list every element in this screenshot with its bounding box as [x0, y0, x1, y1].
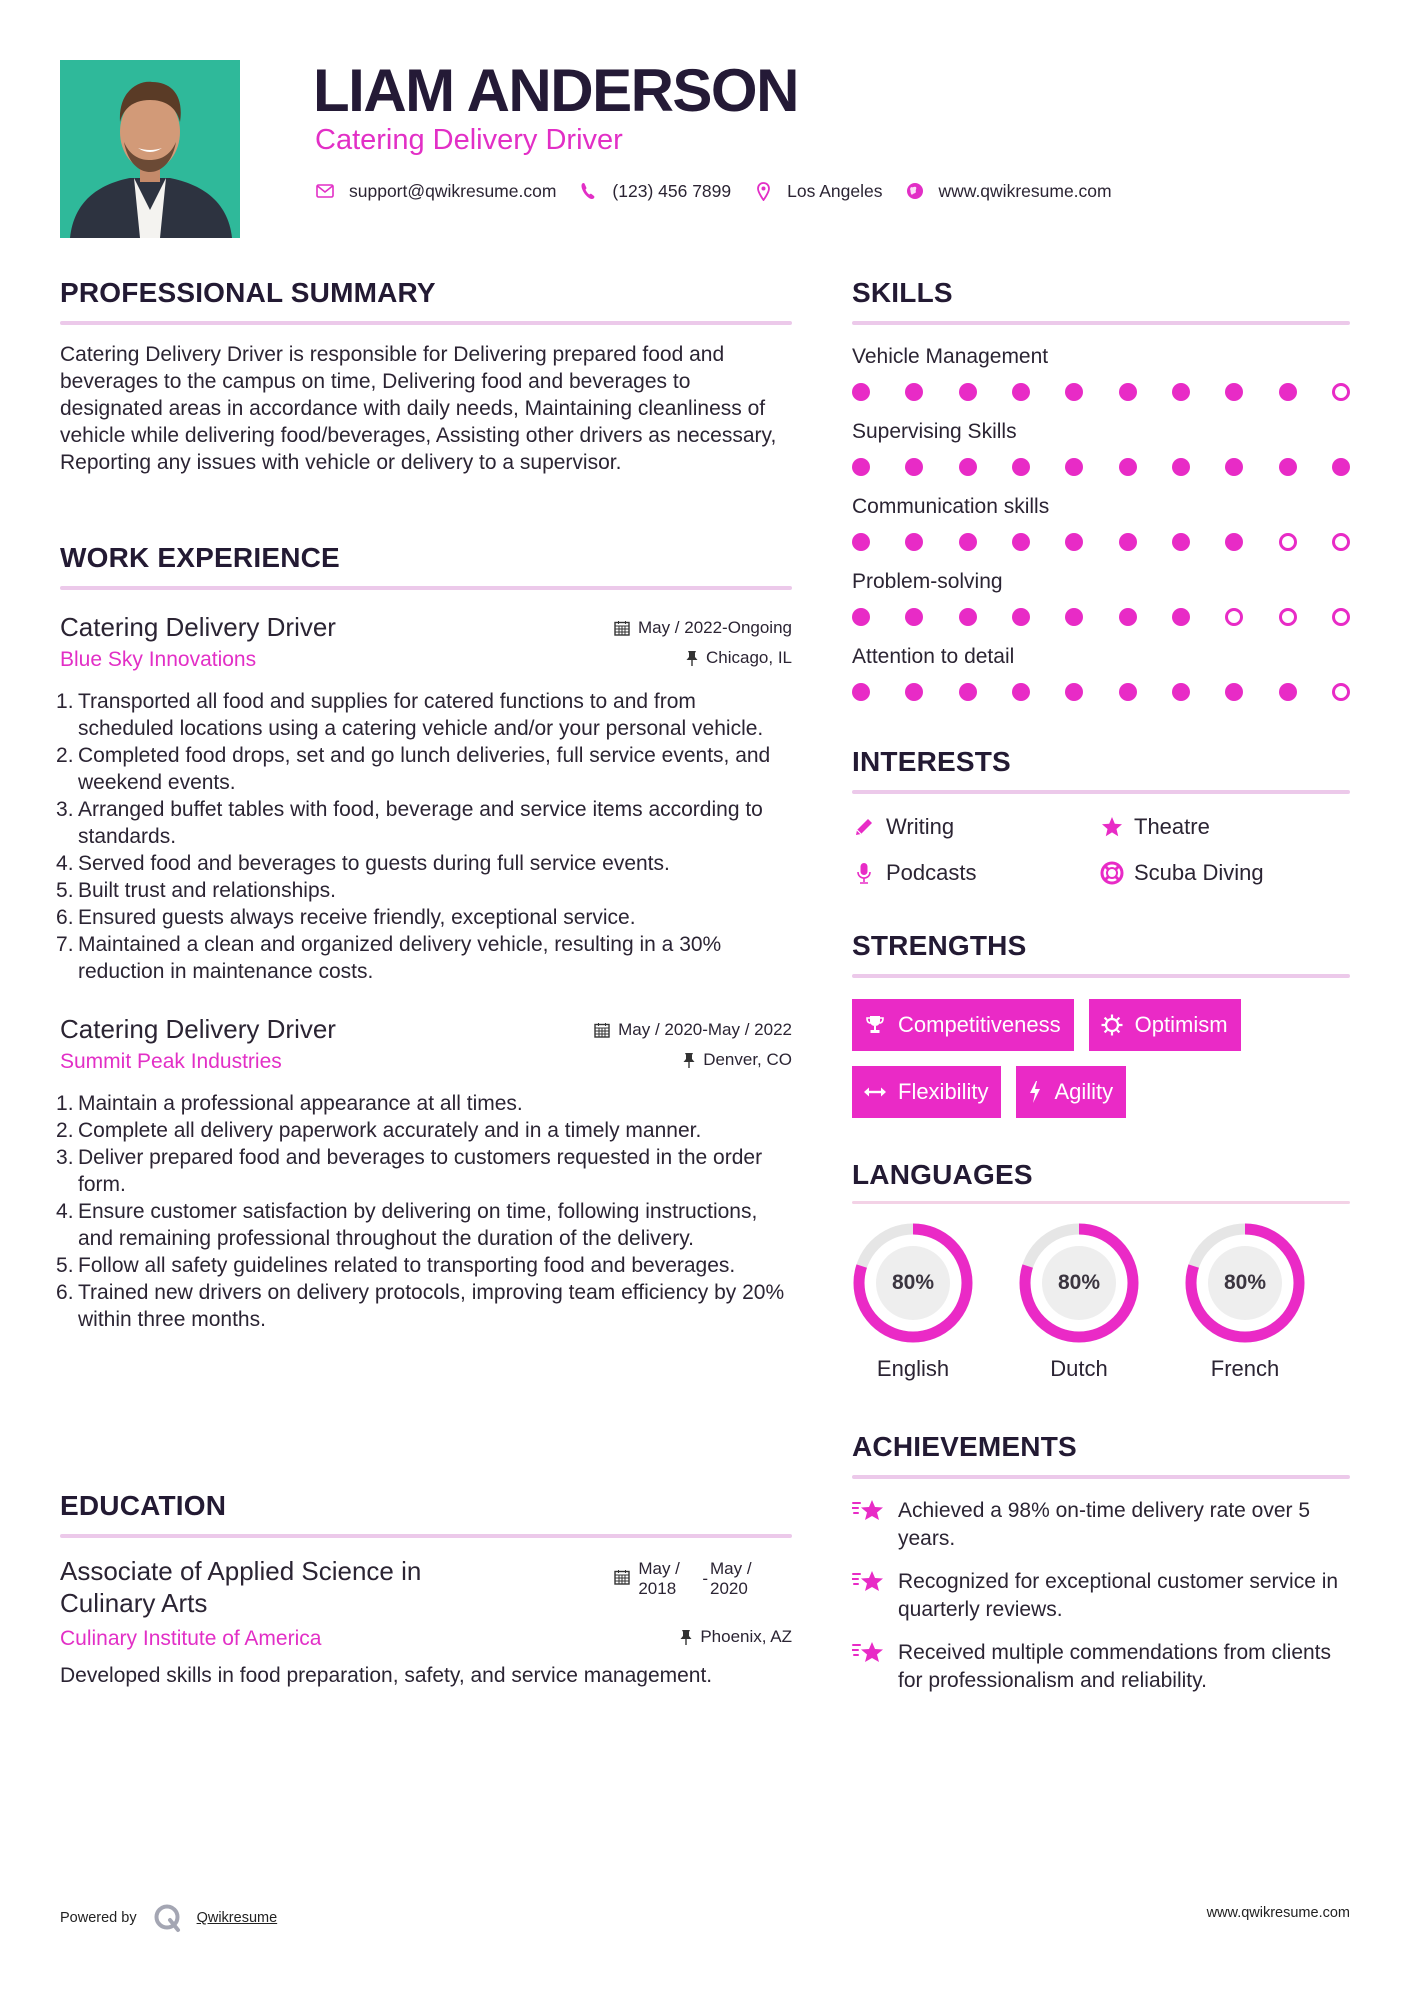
strength-tag	[852, 999, 1074, 1051]
language-item	[1018, 1222, 1184, 1382]
arrows-horizontal-icon	[864, 1081, 886, 1103]
strength-label: Flexibility	[898, 1079, 989, 1104]
job-role: Catering Delivery Driver	[60, 1014, 336, 1044]
contact-location	[753, 181, 882, 202]
shooting-star-icon	[852, 1639, 886, 1669]
language-item	[852, 1222, 1018, 1382]
rating-dot-filled	[1172, 458, 1190, 476]
skills-section	[852, 276, 1350, 718]
rating-dot-empty	[1332, 608, 1350, 626]
bullet-item: Served food and beverages to guests during full service events.	[78, 852, 670, 875]
job-dates-text: May / 2022-Ongoing	[637, 618, 792, 637]
achievement-text: Achieved a 98% on-time delivery rate over 5 years.	[898, 1499, 1311, 1550]
star-icon	[1100, 815, 1124, 839]
rating-dot-filled	[1119, 533, 1137, 551]
skill-label: Attention to detail	[852, 645, 1015, 668]
person-portrait-icon	[60, 60, 240, 238]
interest-label: Podcasts	[886, 860, 977, 885]
skill-item	[852, 343, 1350, 418]
achievement-item	[852, 1568, 1350, 1624]
rating-dot-filled	[1012, 383, 1030, 401]
interest-label: Writing	[886, 814, 955, 839]
bullet-item: Built trust and relationships.	[78, 879, 336, 902]
education-description: Developed skills in food preparation, safety, and service management.	[60, 1664, 713, 1687]
job-dates-text: May / 2020-May / 2022	[618, 1020, 792, 1039]
calendar-icon	[614, 1569, 630, 1585]
language-label: Dutch	[1050, 1356, 1108, 1381]
interest-label: Scuba Diving	[1134, 860, 1264, 885]
rating-dot-filled	[1279, 383, 1297, 401]
education-entry	[60, 1555, 792, 1619]
contact-email-text: support@qwikresume.com	[349, 180, 557, 201]
languages-section	[852, 1158, 1350, 1382]
rating-dot-filled	[959, 383, 977, 401]
section-divider	[60, 586, 792, 590]
rating-dot-filled	[852, 533, 870, 551]
bullet-item: Arranged buffet tables with food, beverage and service items according to standards.	[78, 798, 763, 848]
section-heading-experience: WORK EXPERIENCE	[60, 542, 340, 573]
interest-label: Theatre	[1134, 814, 1210, 839]
skill-item	[852, 493, 1350, 568]
skill-rating	[852, 452, 1350, 493]
rating-dot-empty	[1332, 683, 1350, 701]
rating-dot-filled	[852, 608, 870, 626]
education-start: May / 2018	[638, 1559, 680, 1598]
job-bullets	[60, 688, 792, 985]
bullet-item: Completed food drops, set and go lunch deliveries, full service events, and weekend events.	[78, 744, 771, 794]
language-label: English	[876, 1356, 950, 1381]
strength-tag	[852, 1066, 1001, 1118]
section-divider	[852, 1475, 1350, 1479]
company-name: Summit Peak Industries	[60, 1050, 282, 1073]
rating-dot-filled	[1119, 458, 1137, 476]
job-role: Catering Delivery Driver	[60, 612, 336, 642]
education-location-text: Phoenix, AZ	[700, 1627, 792, 1646]
calendar-icon	[614, 620, 630, 636]
education-dates	[614, 1559, 760, 1619]
contact-website[interactable]	[905, 181, 1112, 202]
pushpin-icon	[686, 650, 698, 666]
contact-website-text: www.qwikresume.com	[938, 180, 1112, 201]
rating-dot-filled	[1225, 533, 1243, 551]
bullet-item: Complete all delivery paperwork accurately and in a timely manner.	[78, 1119, 702, 1142]
rating-dot-filled	[959, 533, 977, 551]
rating-dot-filled	[905, 608, 923, 626]
language-percent: 80%	[1223, 1271, 1267, 1294]
candidate-name: LIAM ANDERSON	[313, 57, 798, 124]
rating-dot-filled	[852, 458, 870, 476]
date-separator: -	[702, 1569, 708, 1588]
microphone-icon	[852, 861, 876, 885]
pushpin-icon	[680, 1629, 692, 1645]
achievements-list	[852, 1497, 1350, 1695]
bullet-item: Maintained a clean and organized delivery vehicle, resulting in a 30% reduction in maintenance costs.	[78, 933, 722, 983]
rating-dot-empty	[1279, 608, 1297, 626]
strength-tag	[1089, 999, 1241, 1051]
rating-dot-filled	[1012, 608, 1030, 626]
strength-label: Optimism	[1134, 1012, 1228, 1037]
section-heading-summary: PROFESSIONAL SUMMARY	[60, 277, 436, 308]
section-heading-skills: SKILLS	[852, 277, 953, 308]
section-divider	[852, 321, 1350, 325]
skill-label: Vehicle Management	[852, 345, 1049, 368]
bullet-item: Transported all food and supplies for catered functions to and from scheduled locations using a catering vehicle and/or your personal vehicle.	[78, 690, 764, 740]
rating-dot-filled	[1065, 533, 1083, 551]
rating-dot-empty	[1332, 383, 1350, 401]
skill-label: Communication skills	[852, 495, 1050, 518]
globe-icon	[905, 181, 925, 201]
shooting-star-icon	[852, 1568, 886, 1598]
education-end: May / 2020	[710, 1559, 752, 1598]
bullet-item: Ensured guests always receive friendly, exceptional service.	[78, 906, 636, 929]
life-ring-icon	[1100, 861, 1124, 885]
section-heading-strengths: STRENGTHS	[852, 930, 1027, 961]
summary-section	[60, 276, 792, 476]
achievement-item	[852, 1497, 1350, 1553]
rating-dot-filled	[959, 458, 977, 476]
section-divider	[60, 321, 792, 325]
job-bullets	[60, 1090, 792, 1333]
language-progress-ring	[1184, 1222, 1306, 1344]
rating-dot-filled	[1279, 458, 1297, 476]
footer-powered-by	[60, 1903, 277, 1933]
rating-dot-filled	[1225, 458, 1243, 476]
section-divider	[852, 790, 1350, 794]
rating-dot-filled	[1119, 608, 1137, 626]
footer-url[interactable]: www.qwikresume.com	[1206, 1905, 1350, 1921]
language-percent: 80%	[1057, 1271, 1101, 1294]
rating-dot-filled	[1012, 533, 1030, 551]
achievement-item	[852, 1639, 1350, 1695]
job-dates	[594, 1020, 792, 1040]
rating-dot-filled	[1279, 683, 1297, 701]
pushpin-icon	[683, 1052, 695, 1068]
skill-item	[852, 568, 1350, 643]
rating-dot-filled	[1119, 383, 1137, 401]
rating-dot-filled	[959, 683, 977, 701]
envelope-icon	[315, 181, 335, 201]
rating-dot-filled	[905, 458, 923, 476]
rating-dot-filled	[1225, 383, 1243, 401]
candidate-title: Catering Delivery Driver	[315, 124, 623, 156]
strength-label: Competitiveness	[898, 1012, 1061, 1037]
interest-item	[852, 857, 1100, 889]
strength-tag	[1016, 1066, 1126, 1118]
rating-dot-filled	[905, 533, 923, 551]
bullet-item: Ensure customer satisfaction by delivering on time, following instructions, and remaining professional throughout the duration of the delivery.	[78, 1200, 758, 1250]
language-percent: 80%	[891, 1271, 935, 1294]
job-location-text: Denver, CO	[703, 1050, 792, 1069]
summary-text: Catering Delivery Driver is responsible for Delivering prepared food and beverages to the campus on time, Delivering food and beverages to designated areas in accordance with daily needs, Maintaining cleanliness of vehicle while delivering food/beverages, Assisting other drivers as necessary, Reporting any issues with vehicle or delivery to a supervisor.	[60, 343, 777, 474]
skill-rating	[852, 527, 1350, 568]
rating-dot-filled	[905, 683, 923, 701]
section-divider	[852, 1201, 1350, 1204]
shooting-star-icon	[852, 1497, 886, 1527]
job-location	[683, 1050, 792, 1070]
rating-dot-filled	[959, 608, 977, 626]
section-heading-achievements: ACHIEVEMENTS	[852, 1431, 1077, 1462]
language-label: French	[1210, 1356, 1280, 1381]
experience-section	[60, 541, 792, 1333]
strengths-list	[852, 999, 1272, 1118]
calendar-icon	[594, 1022, 610, 1038]
job-location	[686, 648, 792, 668]
profile-photo	[60, 60, 240, 238]
bolt-icon	[1028, 1081, 1042, 1103]
skill-rating	[852, 677, 1350, 718]
rating-dot-filled	[1065, 683, 1083, 701]
rating-dot-empty	[1332, 533, 1350, 551]
company-name: Blue Sky Innovations	[60, 648, 257, 671]
achievement-text: Received multiple commendations from clients for professionalism and reliability.	[898, 1641, 1332, 1692]
rating-dot-filled	[1172, 608, 1190, 626]
sun-icon	[1101, 1014, 1123, 1036]
interest-item	[1100, 811, 1350, 843]
skill-rating	[852, 377, 1350, 418]
qwikresume-logo-icon	[153, 1903, 183, 1933]
education-section	[60, 1489, 792, 1689]
interests-section	[852, 745, 1350, 889]
rating-dot-filled	[1119, 683, 1137, 701]
contact-email[interactable]	[315, 181, 556, 202]
skill-rating	[852, 602, 1350, 643]
rating-dot-filled	[1172, 383, 1190, 401]
section-divider	[852, 974, 1350, 978]
school-name: Culinary Institute of America	[60, 1627, 322, 1650]
skill-label: Supervising Skills	[852, 420, 1017, 443]
skill-item	[852, 643, 1350, 718]
section-heading-interests: INTERESTS	[852, 746, 1011, 777]
rating-dot-empty	[1225, 608, 1243, 626]
rating-dot-filled	[1172, 533, 1190, 551]
map-pin-icon	[753, 181, 773, 201]
rating-dot-filled	[1065, 608, 1083, 626]
job-entry	[60, 611, 792, 985]
languages-list	[852, 1222, 1350, 1382]
rating-dot-filled	[1172, 683, 1190, 701]
job-dates	[614, 618, 792, 638]
interest-item	[852, 811, 1100, 843]
skill-item	[852, 418, 1350, 493]
strengths-section	[852, 929, 1350, 1118]
trophy-icon	[864, 1014, 886, 1036]
contact-location-text: Los Angeles	[787, 180, 883, 201]
rating-dot-filled	[1065, 458, 1083, 476]
language-progress-ring	[852, 1222, 974, 1344]
rating-dot-filled	[1225, 683, 1243, 701]
section-heading-education: EDUCATION	[60, 1490, 227, 1521]
phone-icon	[578, 181, 598, 201]
skills-list	[852, 343, 1350, 718]
language-item	[1184, 1222, 1350, 1382]
bullet-item: Follow all safety guidelines related to transporting food and beverages.	[78, 1254, 736, 1277]
interests-list	[852, 811, 1350, 889]
qwikresume-link[interactable]: Qwikresume	[196, 1910, 278, 1926]
bullet-item: Maintain a professional appearance at all times.	[78, 1092, 523, 1115]
rating-dot-filled	[1065, 383, 1083, 401]
rating-dot-filled	[1012, 683, 1030, 701]
bullet-item: Deliver prepared food and beverages to customers requested in the order form.	[78, 1146, 763, 1196]
pencil-icon	[852, 815, 876, 839]
rating-dot-empty	[1279, 533, 1297, 551]
contact-phone-text: (123) 456 7899	[612, 180, 732, 201]
powered-by-label: Powered by	[60, 1910, 137, 1926]
job-entry	[60, 1013, 792, 1333]
rating-dot-filled	[1012, 458, 1030, 476]
rating-dot-filled	[905, 383, 923, 401]
education-location	[680, 1627, 792, 1647]
interest-item	[1100, 857, 1350, 889]
contact-bar	[315, 178, 1134, 204]
bullet-item: Trained new drivers on delivery protocols, improving team efficiency by 20% within three months.	[78, 1281, 785, 1331]
section-heading-languages: LANGUAGES	[852, 1159, 1033, 1190]
section-divider	[60, 1534, 792, 1538]
contact-phone[interactable]	[578, 181, 731, 202]
strength-label: Agility	[1054, 1079, 1114, 1104]
job-location-text: Chicago, IL	[706, 648, 792, 667]
language-progress-ring	[1018, 1222, 1140, 1344]
rating-dot-filled	[852, 683, 870, 701]
achievement-text: Recognized for exceptional customer service in quarterly reviews.	[898, 1570, 1339, 1621]
skill-label: Problem-solving	[852, 570, 1003, 593]
achievements-section	[852, 1430, 1350, 1710]
rating-dot-filled	[1332, 458, 1350, 476]
rating-dot-filled	[852, 383, 870, 401]
degree-title: Associate of Applied Science in Culinary Arts	[60, 1556, 422, 1618]
